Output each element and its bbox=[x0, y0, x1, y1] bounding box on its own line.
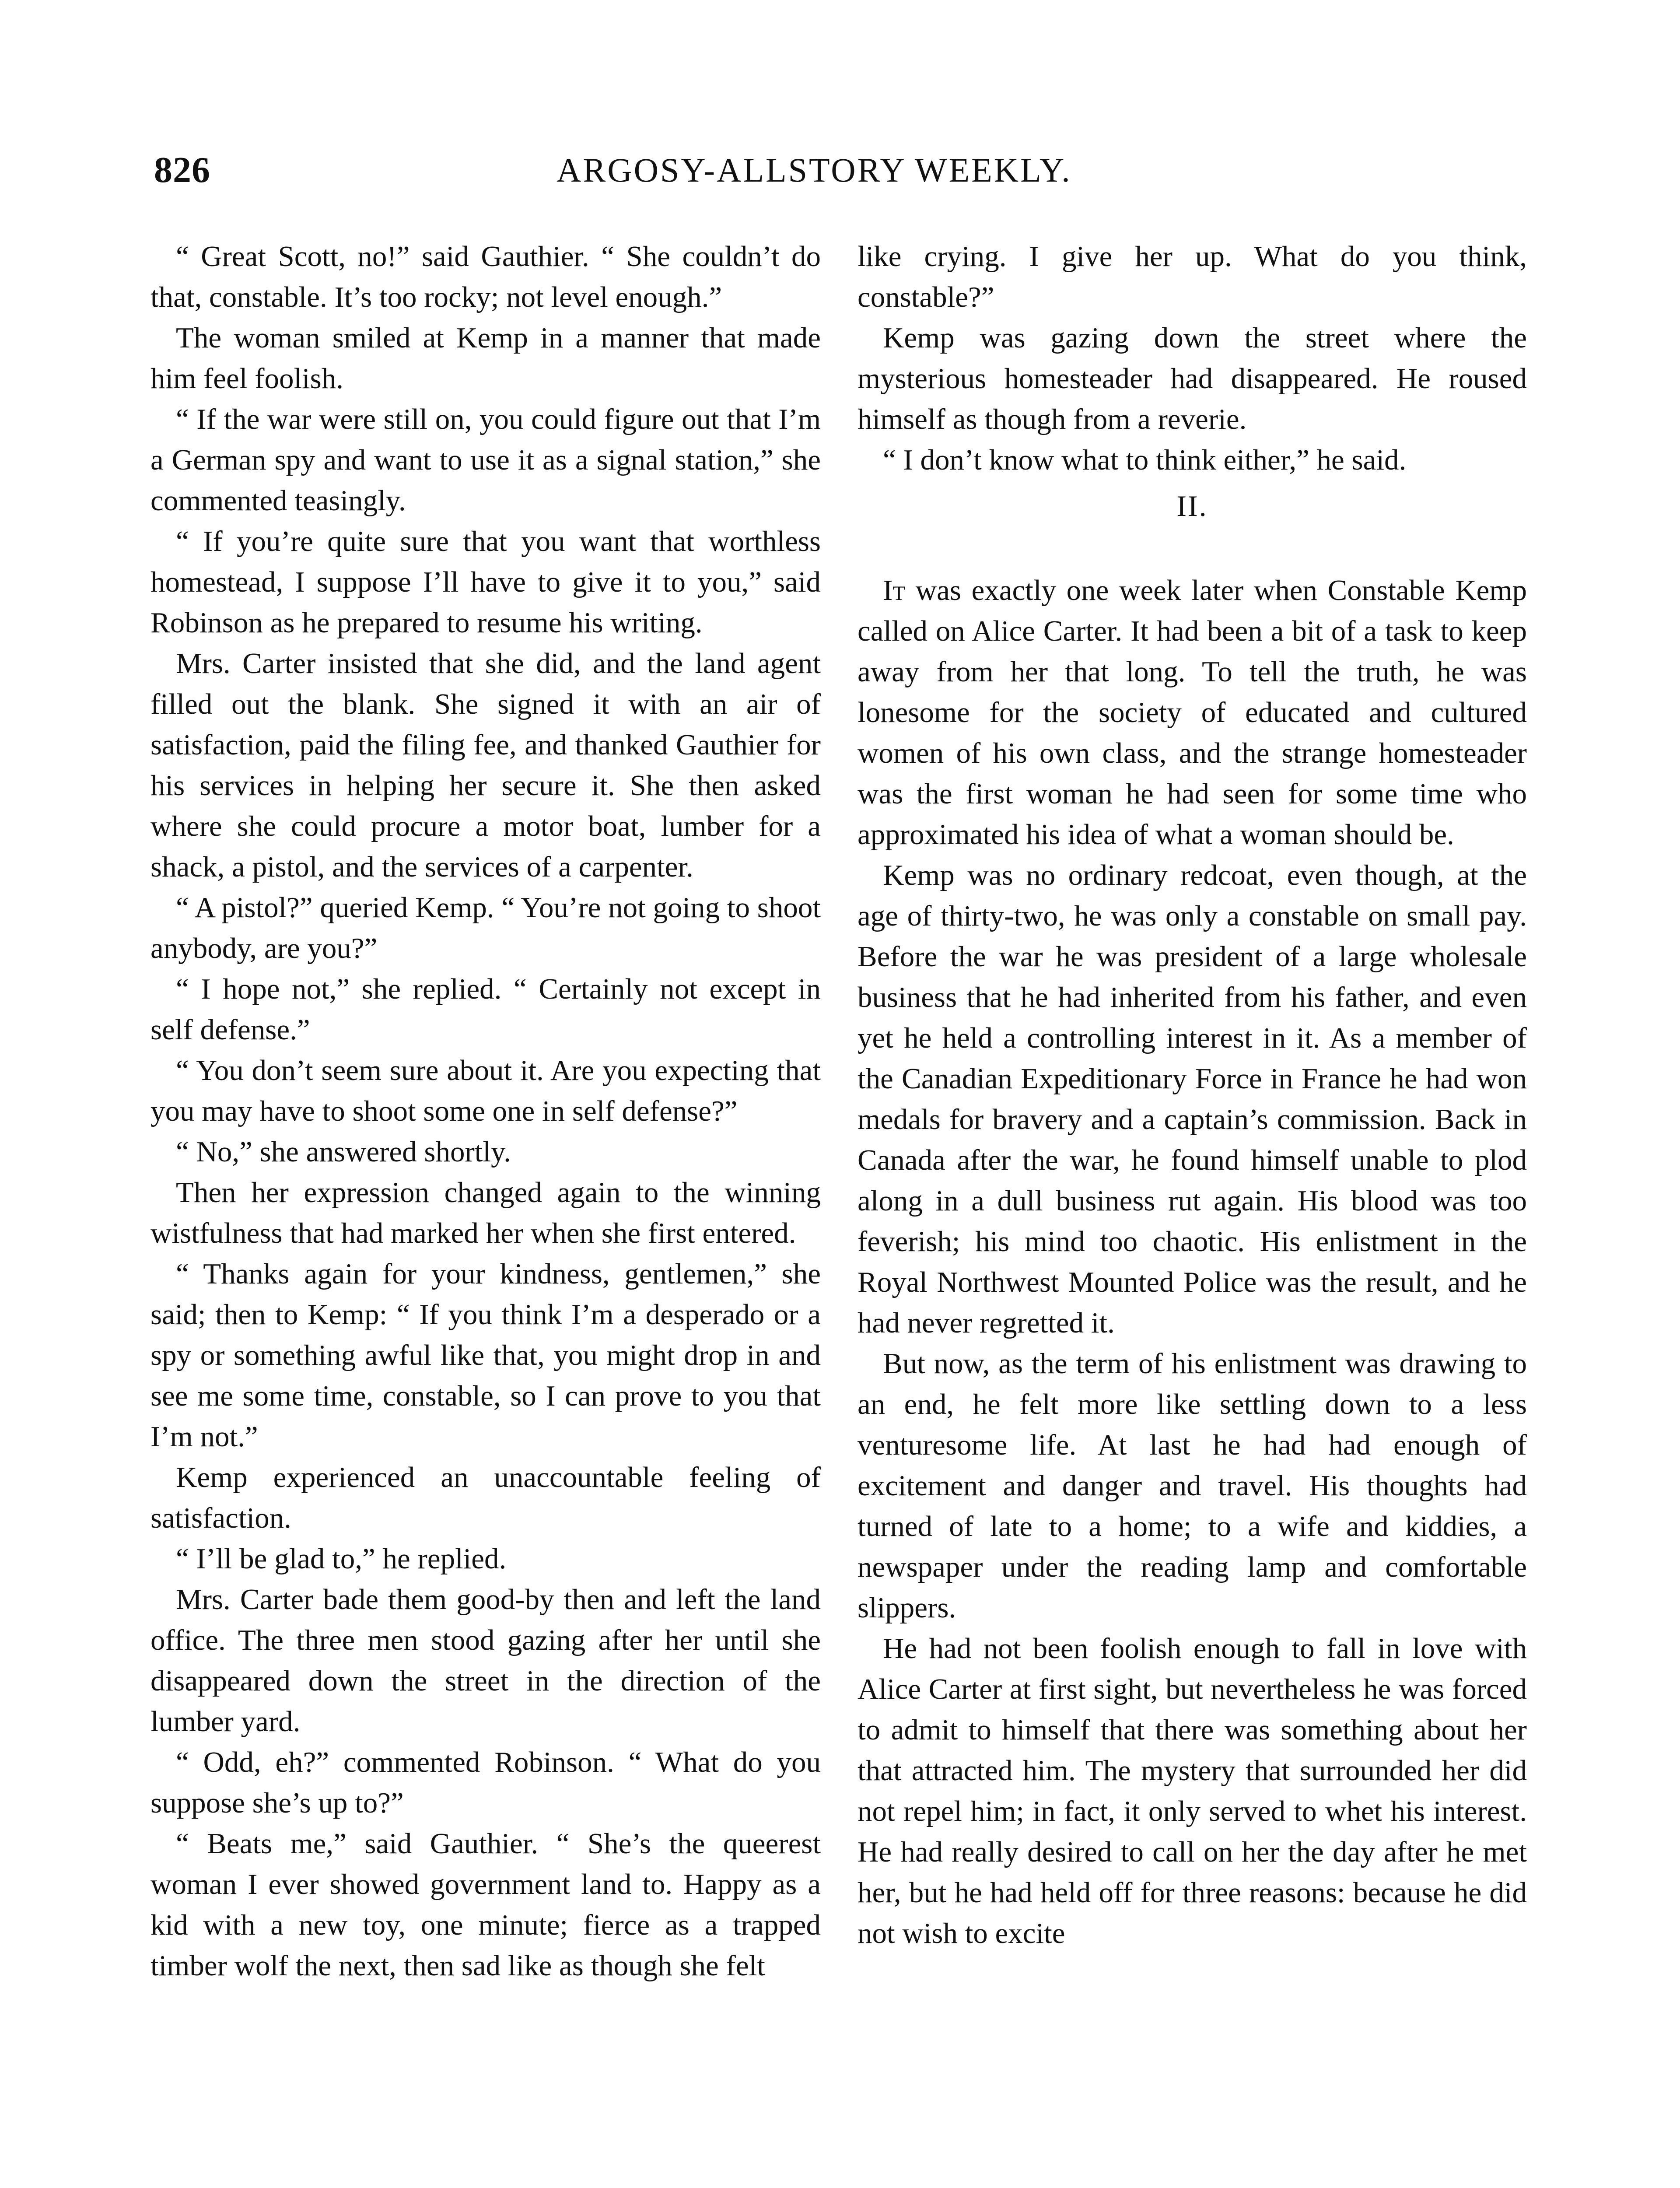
paragraph: “ I don’t know what to think either,” he said. bbox=[883, 444, 1407, 476]
paragraph: “ A pistol?” queried Kemp. “ You’re not going to shoot anybody, are you?” bbox=[150, 891, 821, 964]
right-column bbox=[858, 236, 1527, 1954]
paragraph: He had not been foolish enough to fall in love with Alice Carter at first sight, but nevertheless he was forced to admit to himself that there was something about her that attracted him. The mystery that surrounded her did not repel him; in fact, it only served to whet his interest. He had really desired to call on her the day after he met her, but he had held off for three reasons: because he did not wish to excite bbox=[858, 1632, 1527, 1950]
paragraph: The woman smiled at Kemp in a manner that made him feel foolish. bbox=[150, 322, 821, 395]
paragraph: “ No,” she answered shortly. bbox=[176, 1136, 511, 1168]
paragraph: “ I hope not,” she replied. “ Certainly not except in self defense.” bbox=[150, 973, 821, 1046]
paragraph: Then her expression changed again to the winning wistfulness that had marked her when she first entered. bbox=[150, 1176, 821, 1249]
paragraph: Mrs. Carter bade them good-by then and left the land office. The three men stood gazing after her until she disappeared down the street in the direction of the lumber yard. bbox=[150, 1583, 821, 1738]
paragraph: “ Thanks again for your kindness, gentlemen,” she said; then to Kemp: “ If you think I’m a desperado or a spy or something awful like that, you might drop in and see me some time, constable, so I can prove to you that I’m not.” bbox=[150, 1258, 821, 1453]
continued-paragraph: like crying. I give her up. What do you think, constable?” bbox=[858, 240, 1527, 313]
paragraph: Kemp was no ordinary redcoat, even though, at the age of thirty-two, he was only a constable on small pay. Before the war he was president of a large wholesale business that he had inherited from his father, and even yet he held a controlling interest in it. As a member of the Canadian Expeditionary Force in France he had won medals for bravery and a captain’s commission. Back in Canada after the war, he found himself unable to plod along in a dull business rut again. His blood was too feverish; his mind too chaotic. His enlistment in the Royal Northwest Mounted Police was the result, and he had never regretted it. bbox=[858, 859, 1527, 1339]
paragraph: Kemp experienced an unaccountable feeling of satisfaction. bbox=[150, 1461, 821, 1534]
page-header bbox=[154, 149, 1523, 197]
running-title: ARGOSY-ALLSTORY WEEKLY. bbox=[556, 151, 1072, 189]
paragraph: “ If the war were still on, you could figure out that I’m a German spy and want to use it as a signal station,” she commented teasingly. bbox=[150, 403, 821, 517]
paragraph: Mrs. Carter insisted that she did, and the land agent filled out the blank. She signed it with an air of satisfaction, paid the filing fee, and thanked Gauthier for his services in helping her secure it. She then asked where she could procure a motor boat, lumber for a shack, a pistol, and the services of a carpenter. bbox=[150, 647, 821, 883]
page-number: 826 bbox=[154, 150, 210, 190]
paragraph: “ Great Scott, no!” said Gauthier. “ She couldn’t do that, constable. It’s too rocky; not level enough.” bbox=[150, 240, 821, 313]
paragraph: “ Beats me,” said Gauthier. “ She’s the queerest woman I ever showed government land to. Happy as a kid with a new toy, one minute; fierce as a trapped timber wolf the next, then sad like as though she felt bbox=[150, 1827, 821, 1982]
opening-text: was exactly one week later when Constable Kemp called on Alice Carter. It had been a bit of a task to keep away from her that long. To tell the truth, he was lonesome for the society of educated and cultured women of his own class, and the strange homesteader was the first woman he had seen for some time who approximated his idea of what a woman should be. bbox=[858, 574, 1527, 851]
paragraph: Kemp was gazing down the street where the mysterious homesteader had disappeared. He roused himself as though from a reverie. bbox=[858, 322, 1527, 435]
paragraph: “ You don’t seem sure about it. Are you expecting that you may have to shoot some one in self defense?” bbox=[150, 1054, 821, 1127]
opening-small-caps: It bbox=[883, 574, 906, 607]
paragraph: But now, as the term of his enlistment was drawing to an end, he felt more like settling down to a less venturesome life. At last he had had enough of excitement and danger and travel. His thoughts had turned of late to a home; to a wife and kiddies, a newspaper under the reading lamp and comfortable slippers. bbox=[858, 1347, 1527, 1624]
paragraph: “ I’ll be glad to,” he replied. bbox=[176, 1543, 507, 1575]
left-column bbox=[150, 236, 821, 1986]
section-heading: II. bbox=[1176, 489, 1208, 522]
section-opening-paragraph bbox=[858, 570, 1527, 855]
paragraph: “ If you’re quite sure that you want that worthless homestead, I suppose I’ll have to give it to you,” said Robinson as he prepared to resume his writing. bbox=[150, 525, 821, 639]
paragraph: “ Odd, eh?” commented Robinson. “ What do you suppose she’s up to?” bbox=[150, 1746, 821, 1819]
